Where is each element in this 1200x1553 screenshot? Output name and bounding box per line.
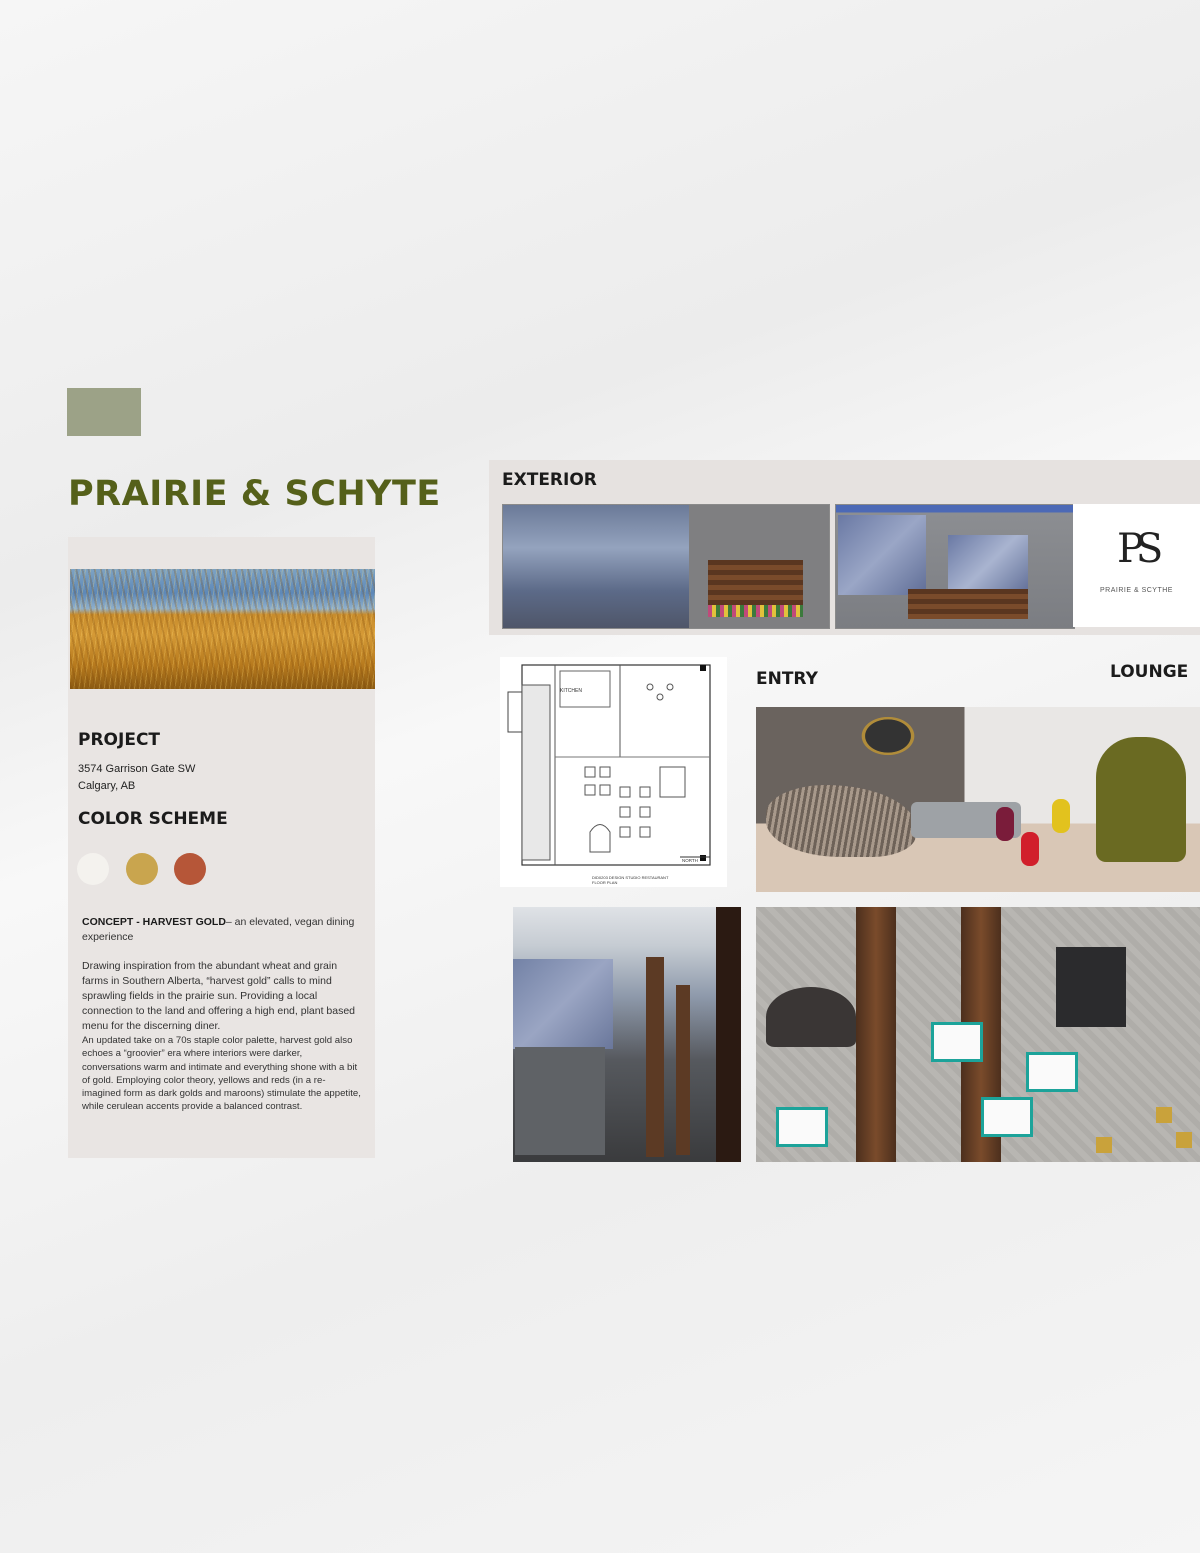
exterior-label: EXTERIOR bbox=[502, 470, 597, 490]
wingback-chair-image bbox=[1096, 737, 1186, 862]
address-city: Calgary, AB bbox=[78, 780, 136, 792]
feature-wall bbox=[513, 959, 613, 1049]
exterior-render-2 bbox=[835, 504, 1075, 629]
yellow-chair bbox=[1176, 1132, 1192, 1148]
chandelier-image bbox=[848, 707, 928, 765]
bar-counter bbox=[1056, 947, 1126, 1027]
brand-logo bbox=[1073, 504, 1200, 627]
sculptural-bench-image bbox=[766, 785, 916, 857]
kitchen-label: KITCHEN bbox=[560, 688, 582, 694]
concept-heading-tail: – an elevated, vegan dining experience bbox=[82, 916, 355, 943]
flower-bed bbox=[708, 605, 803, 617]
info-card bbox=[68, 537, 375, 1158]
swatch-cream bbox=[77, 853, 109, 885]
yellow-chair bbox=[1156, 1107, 1172, 1123]
window-glass bbox=[948, 535, 1028, 595]
floor-plan-caption-1: DID0203 DESIGN STUDIO RESTAURANT bbox=[592, 875, 669, 880]
logo-monogram: PS bbox=[1117, 526, 1156, 572]
swatch-gold bbox=[126, 853, 158, 885]
booth-seating bbox=[766, 987, 856, 1047]
page-title: PRAIRIE & SCHYTE bbox=[68, 474, 441, 514]
dining-table bbox=[981, 1097, 1033, 1137]
planter-box bbox=[908, 589, 1028, 619]
lounge-label: LOUNGE bbox=[1110, 662, 1189, 682]
dining-table bbox=[931, 1022, 983, 1062]
logo-wordmark: PRAIRIE & SCYTHE bbox=[1100, 587, 1173, 594]
wheat-field-photo bbox=[70, 569, 375, 689]
bar-counter bbox=[515, 1047, 605, 1155]
exterior-render-1 bbox=[502, 504, 830, 629]
wood-column bbox=[646, 957, 664, 1157]
side-table-maroon bbox=[996, 807, 1014, 841]
floor-plan-drawing bbox=[500, 657, 727, 887]
concept-paragraph-1: Drawing inspiration from the abundant wheat and grain farms in Southern Alberta, “harvest gold” calls to mind sprawling fields in the prairie sun. Providing a local connection to the land and offering a high end, plant based menu for the discerning diner. bbox=[82, 960, 356, 1032]
dining-table bbox=[776, 1107, 828, 1147]
north-label: NORTH bbox=[682, 858, 698, 863]
exterior-section bbox=[489, 460, 1200, 635]
swatch-rust bbox=[174, 853, 206, 885]
side-table-red bbox=[1021, 832, 1039, 866]
dining-room-render bbox=[756, 907, 1200, 1162]
window-glass bbox=[838, 515, 926, 595]
address-street: 3574 Garrison Gate SW bbox=[78, 763, 196, 775]
wood-column bbox=[856, 907, 896, 1162]
project-heading: PROJECT bbox=[78, 730, 161, 750]
dining-table bbox=[1026, 1052, 1078, 1092]
concept-intro bbox=[82, 915, 364, 945]
entry-label: ENTRY bbox=[756, 669, 818, 689]
accent-block bbox=[67, 388, 141, 436]
wood-column bbox=[676, 985, 690, 1155]
floor-plan-caption-2: FLOOR PLAN bbox=[592, 880, 618, 885]
concept-paragraph-2: An updated take on a 70s staple color palette, harvest gold also echoes a “groovier” era where interiors were darker, conversations warm and intimate and everything shone with a bit of gold. Employing color theory, yellows and reds (in a re-imagined form as dark golds and maroons) stimulate the appetite, while cerulean accents provide a balanced contrast. bbox=[82, 1035, 361, 1113]
bar-interior-render bbox=[513, 907, 741, 1162]
color-scheme-heading: COLOR SCHEME bbox=[78, 809, 228, 829]
entry-lounge-moodboard bbox=[756, 707, 1200, 892]
yellow-chair bbox=[1096, 1137, 1112, 1153]
side-table-yellow bbox=[1052, 799, 1070, 833]
concept-heading: CONCEPT - HARVEST GOLD bbox=[82, 916, 226, 928]
concept-text bbox=[82, 915, 364, 1114]
floor-plan bbox=[500, 657, 727, 887]
